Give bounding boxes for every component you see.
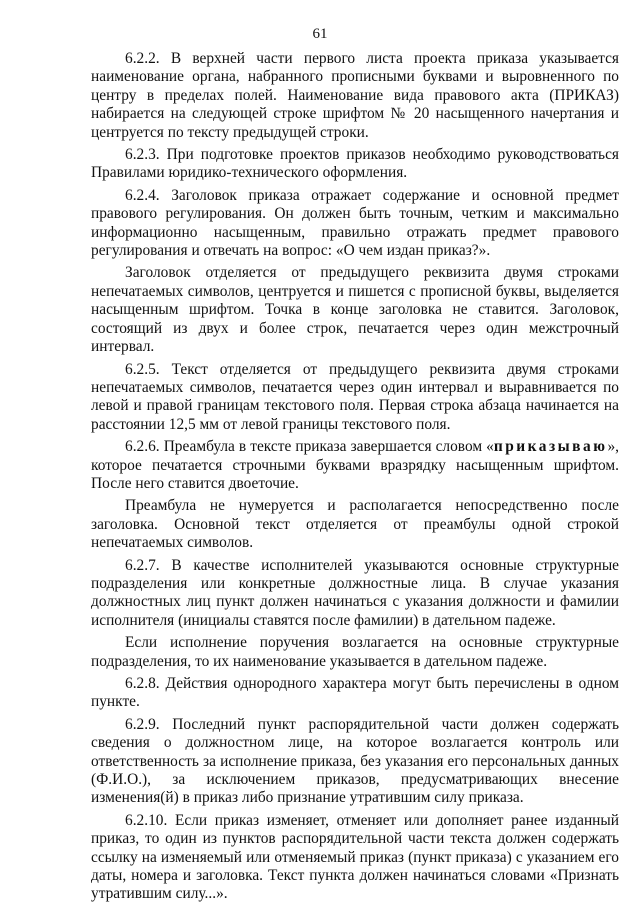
paragraph-6-2-5: 6.2.5. Текст отделяется от предыдущего реквизита двумя строками непечатаемых символов, печатается через один интервал и выравнивается по левой и правой границам текстового поля. Первая строка абзаца начинается на расстоянии 12,5 мм от левой границы текстового поля. [91,360,619,433]
paragraph-6-2-10: 6.2.10. Если приказ изменяет, отменяет или дополняет ранее изданный приказ, то один из пунктов распорядительной части текста должен содержать ссылку на изменяемый или отменяемый приказ (пункт приказа) с указанием его даты, номера и заголовка. Текст пункта должен начинаться словами «Признать утратившим силу...». [91,811,619,903]
page-number: 61 [312,26,328,42]
paragraph-6-2-6 [91,438,619,493]
paragraph-6-2-7: 6.2.7. В качестве исполнителей указываются основные структурные подразделения или конкретные должностные лица. В случае указания должностных лиц пункт должен начинаться с указания должности и фамилии исполнителя (инициалы ставятся после фамилии) в дательном падеже. [91,556,619,629]
paragraph-6-2-8: 6.2.8. Действия однородного характера могут быть перечислены в одном пункте. [91,675,619,711]
paragraph-departments: Если исполнение поручения возлагается на основные структурные подразделения, то их наименование указывается в дательном падеже. [91,634,619,670]
paragraph-6-2-2: 6.2.2. В верхней части первого листа проекта приказа указывается наименование органа, набранного прописными буквами и выровненного по центру в пределах полей. Наименование вида правового акта (ПРИКАЗ) набирается на следующей строке шрифтом № 20 насыщенного начертания и центруется по тексту предыдущей строки. [91,50,619,141]
spaced-keyword: приказываю [493,438,608,456]
paragraph-title-separation: Заголовок отделяется от предыдущего реквизита двумя строками непечатаемых символов, центруется и пишется с прописной буквы, выделяется насыщенным шрифтом. Точка в конце заголовка не ставится. Заголовок, состоящий из двух и более строк, печатается через один межстрочный интервал. [91,264,619,356]
paragraph-6-2-9: 6.2.9. Последний пункт распорядительной части должен содержать сведения о должностном лице, на которое возлагается контроль или ответственность за исполнение приказа, без указания его персональных данных (Ф.И.О.), за исключением приказов, предусматривающих внесение изменения(й) в приказ либо признание утратившим силу приказа. [91,715,619,807]
paragraph-6-2-6-text-before: 6.2.6. Преамбула в тексте приказа завершается словом « [125,438,494,456]
paragraph-preamble-rules: Преамбула не нумеруется и располагается непосредственно после заголовка. Основной текст отделяется от преамбулы одной строкой непечатаемых символов. [91,497,619,552]
paragraph-6-2-6-text-after: », которое печатается строчными буквами вразрядку насыщенным шрифтом. После него ставится двоеточие. [91,438,619,492]
paragraph-6-2-3: 6.2.3. При подготовке проектов приказов необходимо руководствоваться Правилами юридико-технического оформления. [91,146,619,182]
paragraph-6-2-4: 6.2.4. Заголовок приказа отражает содержание и основной предмет правового регулирования. Он должен быть точным, четким и максимально информационно насыщенным, правильно отражать предмет правового регулирования и отвечать на вопрос: «О чем издан приказ?». [91,186,619,260]
document-body [91,50,619,908]
